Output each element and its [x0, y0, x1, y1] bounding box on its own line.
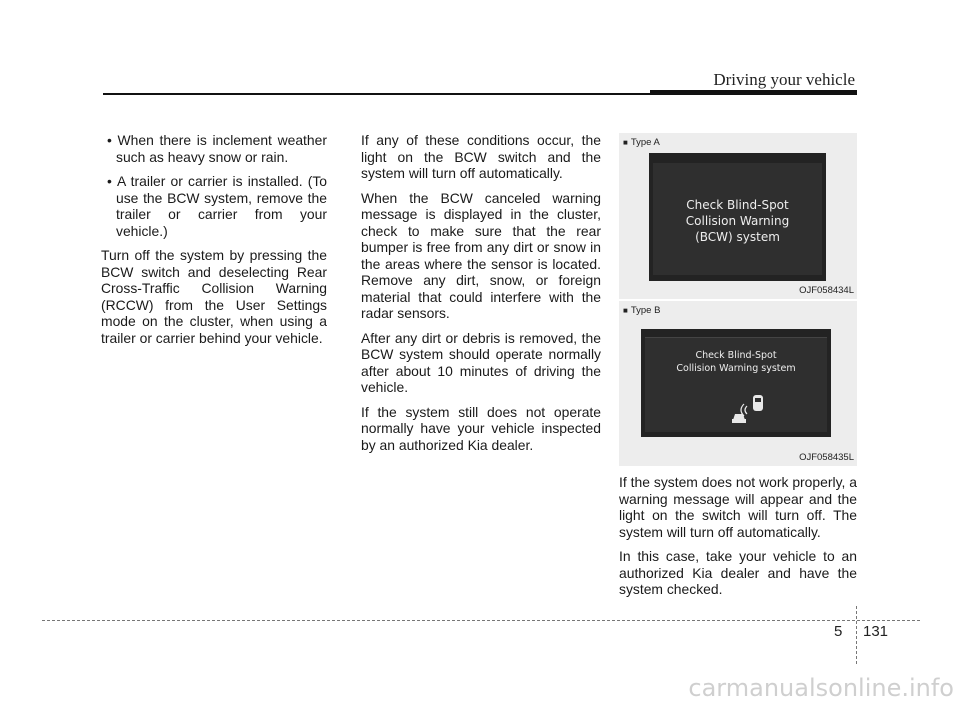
footer-divider	[856, 606, 857, 664]
running-header: Driving your vehicle	[713, 70, 855, 89]
figure-type-a	[619, 133, 857, 299]
column-2	[361, 132, 601, 461]
bullet-item: • When there is inclement weather such as heavy snow or rain.	[107, 132, 327, 165]
figure-type-b	[619, 301, 857, 466]
paragraph: When the BCW canceled warning message is displayed in the cluster, check to make sure that the rear bumper is free from any dirt or snow in the areas where the sensor is located. Remove any dirt, snow, or foreign material that could interfere with the radar sensors.	[361, 189, 601, 321]
paragraph: If the system does not work properly, a warning message will appear and the light on the switch will turn off. The system will turn off automatically.	[619, 474, 857, 540]
cluster-display	[649, 153, 826, 281]
figure-label: ■ Type A	[623, 137, 660, 148]
bullet-item: • A trailer or carrier is installed. (To use the BCW system, remove the trailer or carrier from your vehicle.)	[107, 173, 327, 239]
figure-code: OJF058434L	[799, 285, 854, 296]
paragraph: In this case, take your vehicle to an authorized Kia dealer and have the system checked.	[619, 548, 857, 597]
header-rule	[103, 93, 857, 95]
figure-label: ■ Type B	[623, 305, 661, 316]
cluster-display	[641, 329, 831, 437]
warning-message: Check Blind-Spot Collision Warning (BCW) system	[685, 198, 790, 244]
figure-code: OJF058435L	[799, 452, 854, 463]
section-number: 5	[834, 623, 843, 640]
footer-rule	[42, 620, 920, 621]
paragraph: If any of these conditions occur, the light on the BCW switch and the system will turn off automatically.	[361, 132, 601, 181]
page-number: 131	[863, 623, 889, 640]
car-radar-icon	[731, 392, 771, 424]
paragraph: After any dirt or debris is removed, the BCW system should operate normally after about 10 minutes of driving the vehicle.	[361, 329, 601, 395]
paragraph: If the system still does not operate normally have your vehicle inspected by an authorized Kia dealer.	[361, 403, 601, 453]
paragraph: Turn off the system by pressing the BCW switch and deselecting Rear Cross-Traffic Collision Warning (RCCW) from the User Settings mode on the cluster, when using a trailer or carrier behind your vehicle.	[101, 247, 327, 346]
column-3	[619, 474, 857, 606]
watermark: carmanualsonline.info	[688, 674, 954, 702]
column-1	[101, 132, 327, 354]
warning-message: Check Blind-Spot Collision Warning system	[676, 350, 796, 374]
